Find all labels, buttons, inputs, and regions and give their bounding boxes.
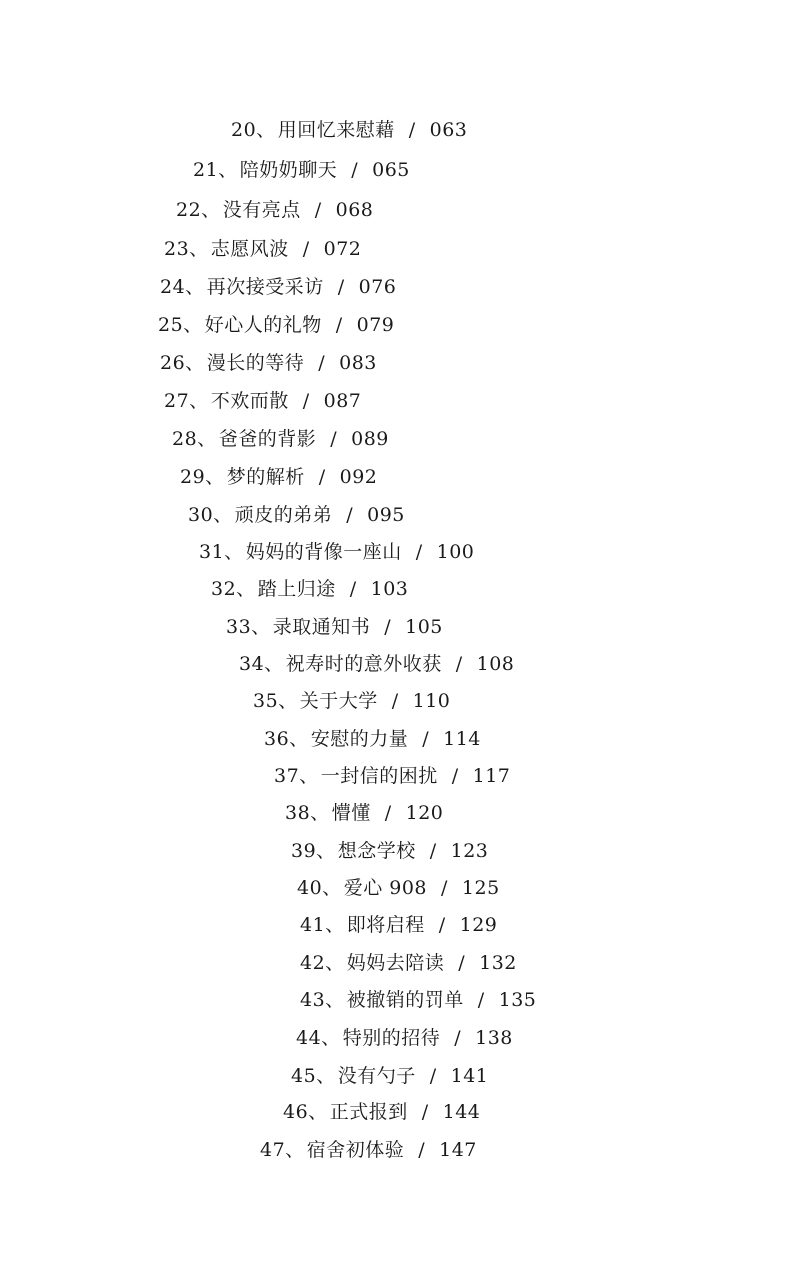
toc-entry-separator: / — [349, 578, 357, 600]
toc-entry — [253, 689, 450, 713]
toc-entry-separator: / — [351, 159, 359, 181]
toc-entry — [291, 1064, 488, 1088]
toc-entry — [193, 158, 410, 182]
toc-entry-page-number: 141 — [450, 1065, 489, 1087]
toc-entry-separator: / — [318, 466, 326, 488]
toc-entry — [164, 237, 361, 261]
toc-entry-title: 安慰的力量 — [310, 728, 409, 750]
toc-entry-number: 41、 — [300, 914, 345, 936]
toc-entry-title: 被撤销的罚单 — [346, 989, 464, 1011]
toc-entry-page-number: 110 — [412, 690, 451, 712]
toc-entry-title: 特别的招待 — [342, 1027, 441, 1049]
toc-entry — [300, 951, 517, 975]
toc-entry-number: 46、 — [283, 1101, 328, 1123]
toc-entry-number: 20、 — [231, 119, 276, 141]
toc-entry-page-number: 103 — [370, 578, 409, 600]
toc-entry-number: 47、 — [260, 1139, 305, 1161]
toc-entry-title: 妈妈去陪读 — [346, 952, 445, 974]
toc-entry-separator: / — [418, 1139, 426, 1161]
toc-entry-page-number: 092 — [339, 466, 378, 488]
toc-entry-number: 26、 — [160, 352, 205, 374]
toc-entry-number: 37、 — [274, 765, 319, 787]
toc-entry-separator: / — [421, 1101, 429, 1123]
toc-entry-title: 用回忆来慰藉 — [277, 119, 395, 141]
toc-entry-title: 踏上归途 — [257, 578, 336, 600]
toc-entry-page-number: 072 — [323, 238, 362, 260]
toc-entry-page-number: 135 — [498, 989, 537, 1011]
toc-entry-separator: / — [451, 765, 459, 787]
toc-entry-separator: / — [384, 802, 392, 824]
toc-entry-title: 志愿风波 — [210, 238, 289, 260]
toc-entry-number: 38、 — [285, 802, 330, 824]
toc-entry-separator: / — [318, 352, 326, 374]
toc-entry — [164, 389, 361, 413]
toc-entry-number: 29、 — [180, 466, 225, 488]
toc-entry-separator: / — [441, 877, 448, 899]
toc-entry-number: 35、 — [253, 690, 298, 712]
toc-entry-page-number: 063 — [429, 119, 468, 141]
toc-entry-separator: / — [314, 199, 322, 221]
toc-entry — [300, 913, 497, 937]
toc-entry — [176, 198, 373, 222]
toc-entry-separator: / — [384, 616, 392, 638]
toc-entry-number: 21、 — [193, 159, 238, 181]
toc-entry-title: 正式报到 — [329, 1101, 408, 1123]
toc-entry-number: 40、 — [297, 877, 342, 899]
toc-entry-title: 陪奶奶聊天 — [239, 159, 338, 181]
toc-entry-title: 懵懂 — [331, 802, 371, 824]
toc-entry — [300, 988, 536, 1012]
toc-entry — [283, 1100, 480, 1124]
toc-entry-title: 爸爸的背影 — [218, 428, 317, 450]
toc-entry — [160, 351, 377, 375]
toc-entry-separator: / — [429, 1065, 437, 1087]
toc-entry-number: 23、 — [164, 238, 209, 260]
toc-entry-page-number: 083 — [339, 352, 377, 374]
toc-entry-title: 漫长的等待 — [206, 352, 305, 374]
toc-entry-title: 梦的解析 — [226, 466, 305, 488]
toc-entry-separator: / — [458, 952, 466, 974]
toc-entry-separator: / — [429, 840, 437, 862]
toc-entry — [226, 615, 443, 639]
toc-entry-title: 妈妈的背像一座山 — [245, 541, 402, 563]
toc-entry — [172, 427, 389, 451]
toc-entry-separator: / — [346, 504, 354, 526]
toc-entry-separator: / — [302, 390, 310, 412]
toc-entry-page-number: 089 — [351, 428, 389, 450]
toc-entry-separator: / — [477, 989, 485, 1011]
toc-entry-title: 录取通知书 — [272, 616, 371, 638]
toc-entry-number: 39、 — [291, 840, 336, 862]
toc-entry-page-number: 129 — [459, 914, 498, 936]
toc-entry-title: 顽皮的弟弟 — [234, 504, 333, 526]
toc-entry-page-number: 125 — [461, 877, 500, 899]
toc-entry-title: 关于大学 — [299, 690, 378, 712]
toc-entry — [274, 764, 510, 788]
toc-entry-page-number: 087 — [323, 390, 362, 412]
toc-entry — [264, 727, 481, 751]
toc-entry-title: 不欢而散 — [210, 390, 289, 412]
toc-entry-number: 31、 — [199, 541, 244, 563]
toc-entry-title: 好心人的礼物 — [204, 314, 322, 336]
toc-entry-separator: / — [415, 541, 423, 563]
toc-entry-number: 33、 — [226, 616, 271, 638]
toc-entry — [260, 1138, 477, 1162]
toc-entry-number: 34、 — [239, 653, 284, 675]
toc-entry-separator: / — [391, 690, 399, 712]
toc-entry-separator: / — [330, 428, 338, 450]
toc-entry-separator: / — [454, 1027, 462, 1049]
toc-entry-page-number: 117 — [472, 765, 511, 787]
toc-entry-page-number: 068 — [335, 199, 374, 221]
toc-entry — [160, 275, 396, 299]
toc-entry-number: 44、 — [296, 1027, 341, 1049]
toc-entry-page-number: 095 — [367, 504, 405, 526]
toc-entry-page-number: 079 — [356, 314, 395, 336]
toc-entry-title: 爱心 908 — [343, 877, 427, 899]
toc-entry-page-number: 132 — [479, 952, 517, 974]
toc-entry-number: 45、 — [291, 1065, 336, 1087]
toc-entry-number: 22、 — [176, 199, 221, 221]
toc-entry — [211, 577, 408, 601]
toc-entry-number: 30、 — [188, 504, 233, 526]
toc-entry-page-number: 065 — [372, 159, 410, 181]
toc-entry-separator: / — [337, 276, 345, 298]
toc-entry-number: 24、 — [160, 276, 205, 298]
toc-entry-title: 宿舍初体验 — [306, 1139, 405, 1161]
toc-entry-title: 祝寿时的意外收获 — [285, 653, 442, 675]
toc-entry-separator: / — [438, 914, 446, 936]
toc-entry-title: 即将启程 — [346, 914, 425, 936]
toc-entry — [188, 503, 405, 527]
toc-entry-number: 43、 — [300, 989, 345, 1011]
toc-entry-number: 32、 — [211, 578, 256, 600]
toc-entry-number: 25、 — [158, 314, 203, 336]
toc-entry-number: 42、 — [300, 952, 345, 974]
toc-entry-page-number: 108 — [476, 653, 515, 675]
toc-entry-page-number: 100 — [436, 541, 475, 563]
toc-entry — [239, 652, 514, 676]
toc-entry-separator: / — [335, 314, 343, 336]
toc-entry-separator: / — [408, 119, 416, 141]
toc-entry-number: 36、 — [264, 728, 309, 750]
toc-entry — [180, 465, 377, 489]
toc-entry-title: 想念学校 — [337, 840, 416, 862]
toc-entry — [296, 1026, 513, 1050]
toc-entry-page-number: 105 — [405, 616, 443, 638]
toc-entry-number: 27、 — [164, 390, 209, 412]
toc-entry-number: 28、 — [172, 428, 217, 450]
toc-entry-title: 再次接受采访 — [206, 276, 324, 298]
toc-entry-page-number: 076 — [358, 276, 397, 298]
toc-entry — [231, 118, 467, 142]
toc-entry-page-number: 138 — [475, 1027, 513, 1049]
toc-entry — [285, 801, 443, 825]
toc-entry-page-number: 123 — [450, 840, 489, 862]
toc-entry — [199, 540, 474, 564]
toc-entry-title: 一封信的困扰 — [320, 765, 438, 787]
toc-entry — [297, 876, 500, 900]
toc-entry-page-number: 114 — [443, 728, 481, 750]
toc-entry-separator: / — [422, 728, 430, 750]
toc-entry-page-number: 144 — [442, 1101, 481, 1123]
toc-entry-separator: / — [455, 653, 463, 675]
toc-entry — [291, 839, 488, 863]
toc-entry-title: 没有勺子 — [337, 1065, 416, 1087]
toc-entry-title: 没有亮点 — [222, 199, 301, 221]
toc-entry-page-number: 147 — [439, 1139, 477, 1161]
toc-entry-separator: / — [302, 238, 310, 260]
toc-entry — [158, 313, 394, 337]
toc-entry-page-number: 120 — [405, 802, 444, 824]
